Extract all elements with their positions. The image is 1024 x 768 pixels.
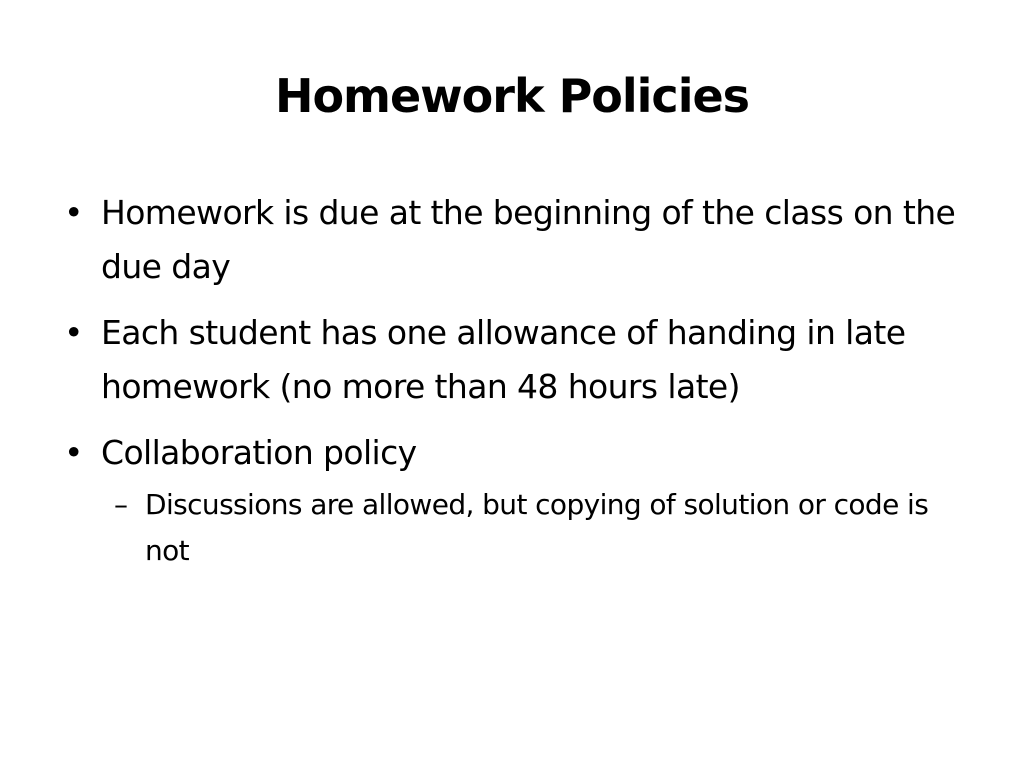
slide-title: Homework Policies (274, 69, 750, 123)
bullet-marker: • (64, 313, 83, 352)
bullet-text: Collaboration policy (101, 433, 417, 472)
bullet-marker: • (64, 433, 83, 472)
sub-bullet-item (56, 482, 976, 574)
sub-bullet-marker: – (114, 488, 128, 521)
bullet-marker: • (64, 193, 83, 232)
bullet-text: Each student has one allowance of handing in late homework (no more than 48 hours late) (101, 313, 906, 406)
slide-body (56, 186, 976, 574)
bullet-item (56, 306, 976, 414)
bullet-text: Homework is due at the beginning of the class on the due day (101, 193, 956, 286)
bullet-item (56, 186, 976, 294)
sub-bullet-text: Discussions are allowed, but copying of solution or code is not (145, 488, 929, 567)
bullet-item (56, 426, 976, 480)
